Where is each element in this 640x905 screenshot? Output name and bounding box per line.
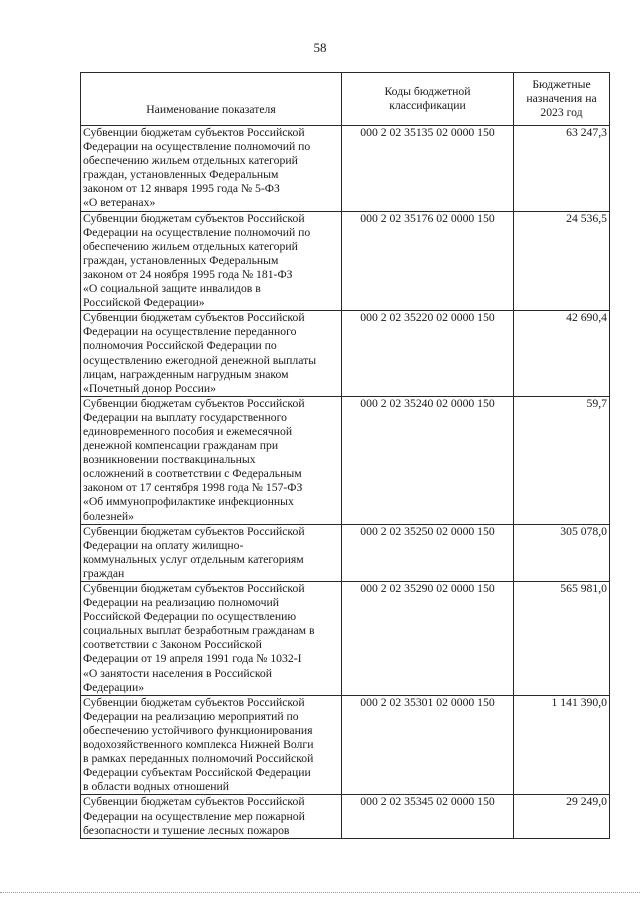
header-indicator-name: Наименование показателя bbox=[81, 73, 342, 126]
table-row bbox=[81, 795, 610, 838]
row-name: Субвенции бюджетам субъектов Российской Федерации на оплату жилищно- коммунальных услуг отдельным категориям граждан bbox=[81, 524, 342, 581]
header-row bbox=[81, 73, 610, 126]
row-amount: 565 981,0 bbox=[514, 582, 610, 696]
table-header bbox=[81, 73, 610, 126]
row-amount: 29 249,0 bbox=[514, 795, 610, 838]
row-name: Субвенции бюджетам субъектов Российской Федерации на осуществление мер пожарной безопасности и тушение лесных пожаров bbox=[81, 795, 342, 838]
row-name: Субвенции бюджетам субъектов Российской Федерации на осуществление полномочий по обеспечению жильем отдельных категорий граждан, установленных Федеральным законом от 24 ноября 1995 года № 181-ФЗ «О социальной защите инвалидов в Российской Федерации» bbox=[81, 211, 342, 311]
header-budget-amount: Бюджетные назначения на 2023 год bbox=[514, 73, 610, 126]
row-name: Субвенции бюджетам субъектов Российской Федерации на выплату государственного единовременного пособия и ежемесячной денежной компенсации гражданам при возникновении поствакцинальных осложнений в соответствии с Федеральным законом от 17 сентября 1998 года № 157-ФЗ «Об иммунопрофилактике инфекционных болезней» bbox=[81, 396, 342, 524]
row-code: 000 2 02 35301 02 0000 150 bbox=[342, 695, 514, 795]
row-code: 000 2 02 35220 02 0000 150 bbox=[342, 311, 514, 397]
row-name: Субвенции бюджетам субъектов Российской Федерации на реализацию полномочий Российской Федерации по осуществлению социальных выплат безработным гражданам в соответствии с Законом Российской Федерации от 19 апреля 1991 года № 1032-I «О занятости населения в Российской Федерации» bbox=[81, 582, 342, 696]
row-amount: 1 141 390,0 bbox=[514, 695, 610, 795]
row-code: 000 2 02 35240 02 0000 150 bbox=[342, 396, 514, 524]
row-name: Субвенции бюджетам субъектов Российской Федерации на осуществление переданного полномочия Российской Федерации по осуществлению ежегодной денежной выплаты лицам, награжденным нагрудным знаком «Почетный донор России» bbox=[81, 311, 342, 397]
row-amount: 59,7 bbox=[514, 396, 610, 524]
row-code: 000 2 02 35345 02 0000 150 bbox=[342, 795, 514, 838]
table-row bbox=[81, 126, 610, 212]
table-row bbox=[81, 211, 610, 311]
row-name: Субвенции бюджетам субъектов Российской Федерации на осуществление полномочий по обеспечению жильем отдельных категорий граждан, установленных Федеральным законом от 12 января 1995 года № 5-ФЗ «О ветеранах» bbox=[81, 126, 342, 212]
page-number: 58 bbox=[313, 40, 327, 55]
budget-table bbox=[80, 72, 610, 839]
table-row bbox=[81, 524, 610, 581]
row-amount: 42 690,4 bbox=[514, 311, 610, 397]
row-amount: 63 247,3 bbox=[514, 126, 610, 212]
row-code: 000 2 02 35250 02 0000 150 bbox=[342, 524, 514, 581]
row-code: 000 2 02 35176 02 0000 150 bbox=[342, 211, 514, 311]
row-code: 000 2 02 35135 02 0000 150 bbox=[342, 126, 514, 212]
table-row bbox=[81, 695, 610, 795]
table-row bbox=[81, 396, 610, 524]
row-code: 000 2 02 35290 02 0000 150 bbox=[342, 582, 514, 696]
table-row bbox=[81, 311, 610, 397]
table-row bbox=[81, 582, 610, 696]
row-amount: 24 536,5 bbox=[514, 211, 610, 311]
page-bottom-divider bbox=[0, 892, 640, 893]
header-budget-codes: Коды бюджетной классификации bbox=[342, 73, 514, 126]
row-name: Субвенции бюджетам субъектов Российской Федерации на реализацию мероприятий по обеспечению устойчивого функционирования водохозяйственного комплекса Нижней Волги в рамках переданных полномочий Российской Федерации субъектам Российской Федерации в области водных отношений bbox=[81, 695, 342, 795]
row-amount: 305 078,0 bbox=[514, 524, 610, 581]
